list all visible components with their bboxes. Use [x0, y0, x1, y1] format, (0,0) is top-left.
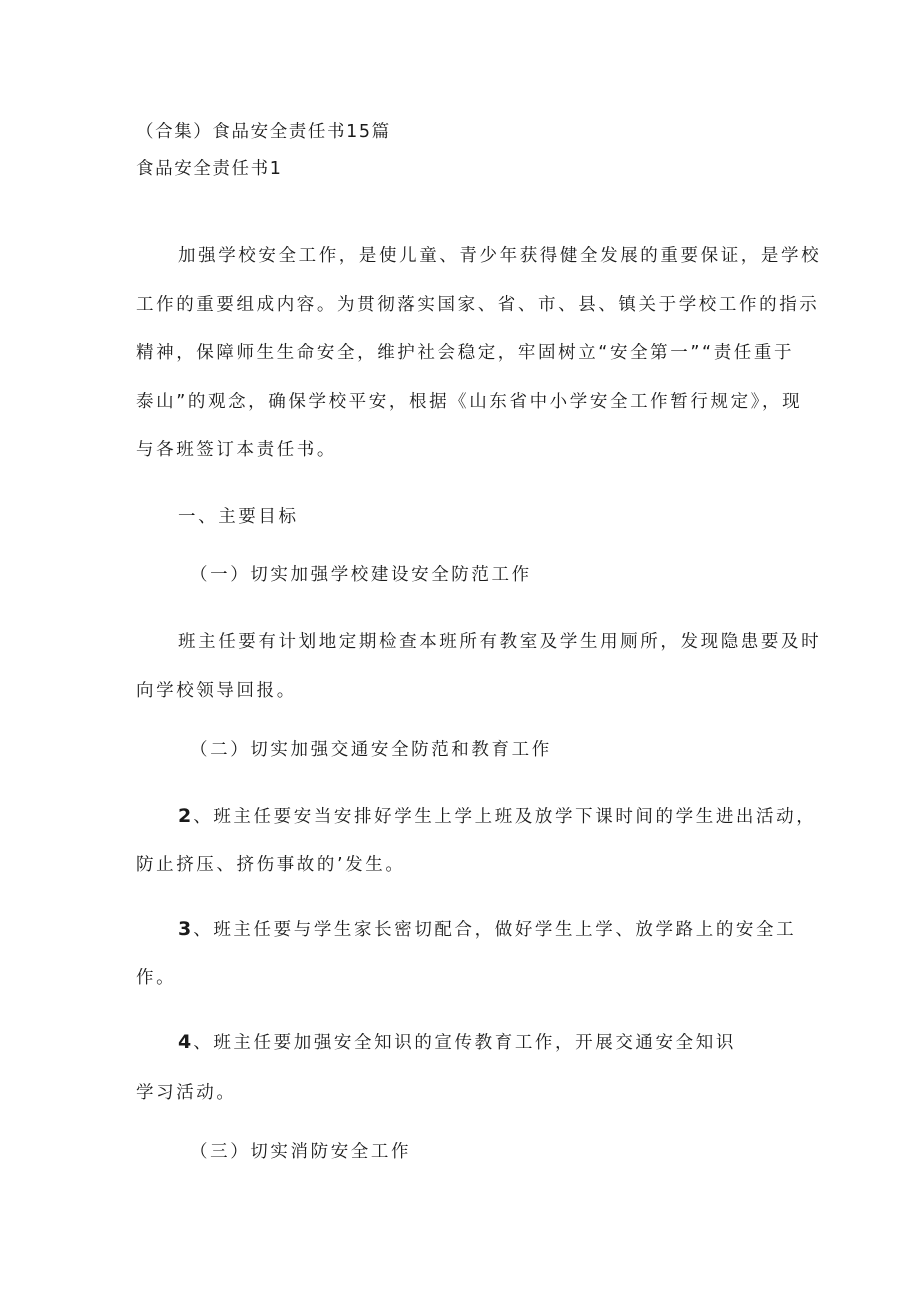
paragraph-line: 向学校领导回报。 — [136, 681, 297, 701]
paragraph-line: 工作的重要组成内容。为贯彻落实国家、省、市、县、镇关于学校工作的指示 — [136, 295, 820, 315]
section-heading: 一、主要目标 — [178, 507, 299, 527]
paragraph-line: 防止挤压、挤伤事故的’发生。 — [136, 855, 406, 875]
item-text: 、班主任要与学生家长密切配合，做好学生上学、放学路上的安全工 — [193, 920, 797, 940]
paragraph-line: 与各班签订本责任书。 — [136, 440, 337, 460]
paragraph-line: 泰山”的观念，确保学校平安，根据《山东省中小学安全工作暂行规定》，现 — [136, 392, 803, 412]
item-number: 2 — [178, 805, 192, 827]
document-subtitle: 食品安全责任书1 — [136, 159, 283, 179]
item-number: 3 — [178, 918, 192, 940]
paragraph-line — [178, 917, 796, 942]
document-title: （合集）食品安全责任书15篇 — [136, 122, 391, 142]
paragraph-line: 班主任要有计划地定期检查本班所有教室及学生用厕所，发现隐患要及时 — [178, 632, 822, 652]
paragraph-line — [178, 1030, 736, 1055]
paragraph-line: 精神，保障师生生命安全，维护社会稳定，牢固树立“安全第一”“责任重于 — [136, 343, 795, 363]
item-text: 、班主任要安当安排好学生上学上班及放学下课时间的学生进出活动， — [193, 807, 817, 827]
paragraph-line — [178, 804, 816, 829]
subsection-heading: （二）切实加强交通安全防范和教育工作 — [190, 740, 552, 760]
item-text: 、班主任要加强安全知识的宣传教育工作，开展交通安全知识 — [193, 1033, 736, 1053]
subsection-heading: （三）切实消防安全工作 — [190, 1142, 412, 1162]
item-number: 4 — [178, 1031, 192, 1053]
paragraph-line: 加强学校安全工作，是使儿童、青少年获得健全发展的重要保证，是学校 — [178, 246, 822, 266]
paragraph-line: 学习活动。 — [136, 1083, 237, 1103]
paragraph-line: 作。 — [136, 968, 177, 988]
subsection-heading: （一）切实加强学校建设安全防范工作 — [190, 565, 532, 585]
